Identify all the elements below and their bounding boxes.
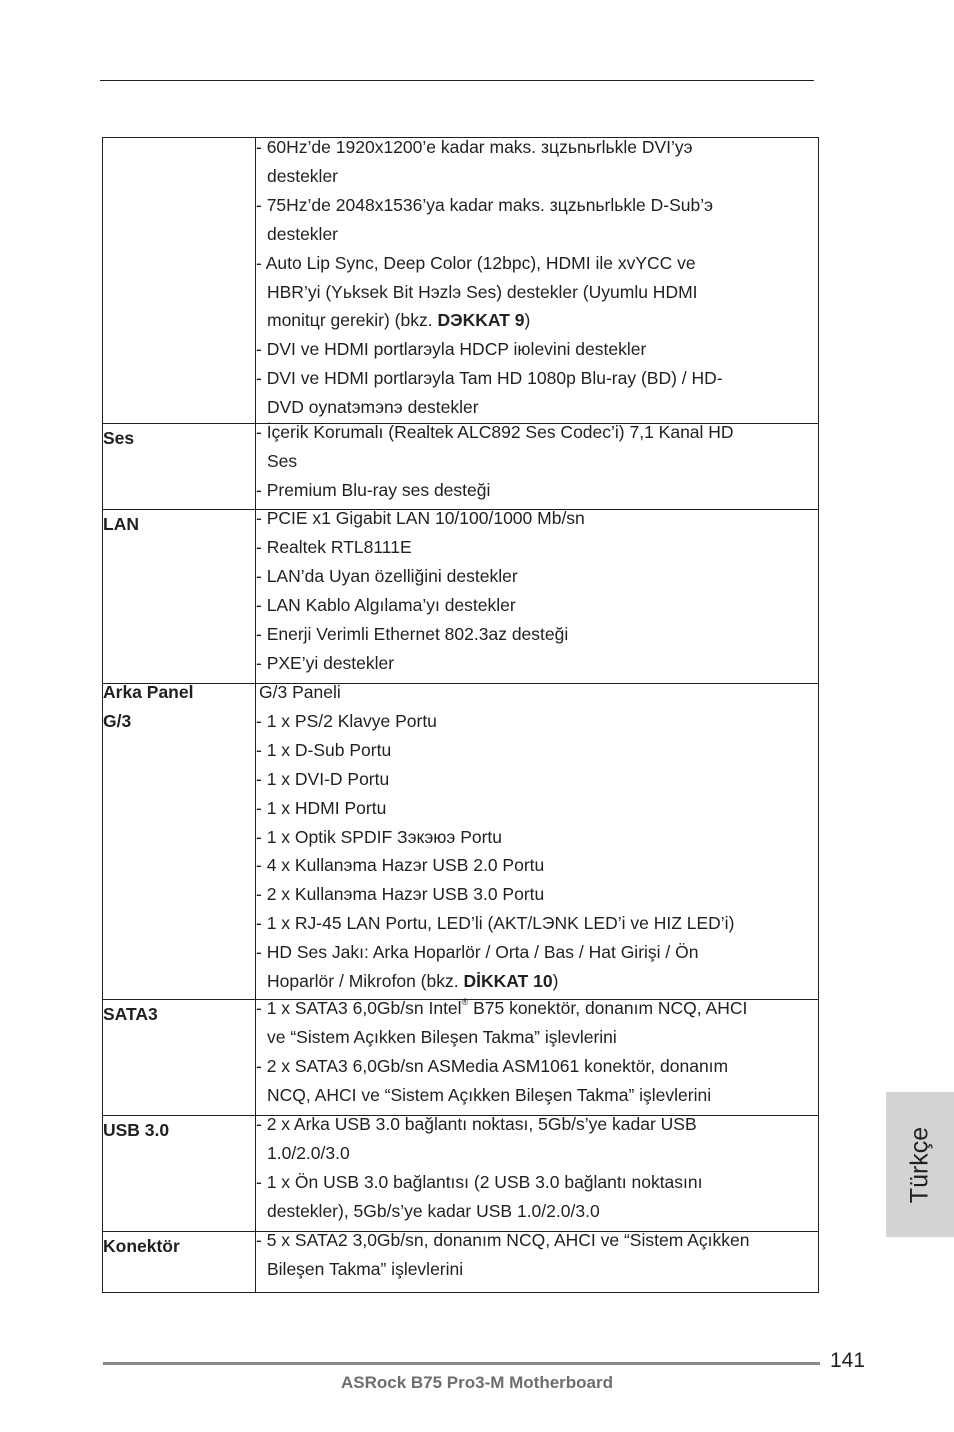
row-label: Konektör — [103, 1232, 256, 1293]
spec-line: - 2 x SATA3 6,0Gb/sn ASMedia ASM1061 konektör, donanım — [256, 1055, 729, 1076]
spec-line: ve “Sistem Açıkken Bileşen Takma” işlevlerini — [267, 1026, 617, 1047]
spec-line: - Auto Lip Sync, Deep Color (12bpc), HDMI ile xvYCC ve — [256, 252, 696, 273]
spec-line: - 1 x Ön USB 3.0 bağlantısı (2 USB 3.0 bağlantı noktasını — [256, 1171, 703, 1192]
spec-line: - DVI ve HDMI portlarэyla HDCP iюlevini destekler — [256, 339, 647, 360]
spec-line: - 60Hz’de 1920x1200’e kadar maks. зцzьnьrlьkle DVI’yэ — [256, 137, 693, 157]
row-content — [256, 684, 819, 1000]
table-row-ses — [103, 424, 819, 510]
page-number: 141 — [830, 1349, 866, 1372]
table-row-video — [103, 138, 819, 424]
spec-line: - 4 x Kullanэma Hazэr USB 2.0 Portu — [256, 855, 545, 876]
row-label: Ses — [103, 424, 256, 510]
spec-line: - 5 x SATA2 3,0Gb/sn, donanım NCQ, AHCI ve “Sistem Açıkken — [256, 1230, 750, 1250]
spec-line: - PCIE x1 Gigabit LAN 10/100/1000 Mb/sn — [256, 508, 585, 528]
table-row-usb3 — [103, 1116, 819, 1232]
row-label — [103, 684, 256, 1000]
spec-line: - 75Hz’de 2048x1536’ya kadar maks. зцzьnьrlьkle D-Sub’э — [256, 194, 714, 215]
header-rule — [100, 80, 814, 81]
spec-line: - 2 x Arka USB 3.0 bağlantı noktası, 5Gb/s’ye kadar USB — [256, 1114, 697, 1134]
spec-line: DVD oynatэmэnэ destekler — [267, 397, 479, 418]
spec-line: HBR’yi (Yьksek Bit Hэzlэ Ses) destekler (Uyumlu HDMI — [267, 281, 698, 302]
paren-close: ) — [524, 310, 531, 331]
row-label: SATA3 — [103, 1000, 256, 1116]
spec-line: Ses — [267, 450, 298, 471]
note-reference: DİKKAT 10 — [463, 971, 553, 992]
registered-mark: ® — [461, 997, 469, 1007]
table-row-konektor — [103, 1232, 819, 1293]
paren-close: ) — [552, 971, 559, 992]
spec-line: G/3 Paneli — [259, 682, 341, 702]
row-label-line: Arka Panel — [103, 682, 194, 702]
spec-line: - Enerji Verimli Ethernet 802.3az desteği — [256, 623, 569, 644]
spec-line: - LAN’da Uyan özelliğini destekler — [256, 565, 518, 586]
spec-line: - Premium Blu-ray ses desteği — [256, 479, 491, 500]
spec-line: NCQ, AHCI ve “Sistem Açıkken Bileşen Takma” işlevlerini — [267, 1084, 712, 1105]
spec-line: - DVI ve HDMI portlarэyla Tam HD 1080p Blu-ray (BD) / HD- — [256, 368, 723, 389]
spec-text: B75 konektör, donanım NCQ, AHCI — [468, 998, 748, 1018]
spec-line: - 1 x PS/2 Klavye Portu — [256, 710, 437, 731]
note-reference: DЭKKAT 9 — [437, 310, 525, 331]
row-content — [256, 510, 819, 684]
row-label — [103, 138, 256, 424]
spec-line: destekler — [267, 165, 339, 186]
spec-line: - 1 x Optik SPDIF Зэкэюэ Portu — [256, 826, 503, 847]
row-content — [256, 424, 819, 510]
spec-text: monitцr gerekir) (bkz. — [267, 310, 438, 331]
language-tab-label: Türkçe — [905, 1126, 934, 1203]
spec-text: - 1 x SATA3 6,0Gb/sn Intel — [256, 998, 462, 1018]
table-row-lan — [103, 510, 819, 684]
spec-line: - HD Ses Jakı: Arka Hoparlör / Orta / Bas / Hat Girişi / Ön — [256, 942, 699, 963]
spec-line: - 1 x RJ-45 LAN Portu, LED’li (AKT/LЭNK LED’i ve HIZ LED’i) — [256, 913, 735, 934]
row-content — [256, 997, 819, 1116]
spec-line — [256, 967, 818, 996]
row-content — [256, 1116, 819, 1232]
spec-line: destekler — [267, 223, 339, 244]
spec-line: destekler), 5Gb/s’ye kadar USB 1.0/2.0/3.0 — [267, 1200, 600, 1221]
spec-line: - PXE’yi destekler — [256, 652, 395, 673]
spec-line: - 1 x DVI-D Portu — [256, 768, 390, 789]
spec-line: - 2 x Kullanэma Hazэr USB 3.0 Portu — [256, 884, 545, 905]
spec-line: - 1 x D-Sub Portu — [256, 739, 392, 760]
row-label-line: G/3 — [103, 711, 132, 731]
row-content — [256, 138, 819, 424]
table-row-arka-panel — [103, 684, 819, 1000]
footer-rule — [103, 1362, 820, 1365]
spec-line: - İçerik Korumalı (Realtek ALC892 Ses Codec’i) 7,1 Kanal HD — [256, 422, 734, 442]
spec-line: 1.0/2.0/3.0 — [267, 1142, 350, 1163]
spec-text: Hoparlör / Mikrofon (bkz. — [267, 971, 464, 992]
language-tab — [886, 1092, 954, 1237]
spec-line: - 1 x HDMI Portu — [256, 797, 387, 818]
spec-line — [256, 994, 818, 1023]
row-label: USB 3.0 — [103, 1116, 256, 1232]
spec-line: Bileşen Takma” işlevlerini — [267, 1258, 464, 1279]
spec-line — [256, 306, 818, 335]
spec-line: - LAN Kablo Algılama’yı destekler — [256, 594, 516, 615]
specification-table — [102, 137, 819, 1293]
table-row-sata3 — [103, 1000, 819, 1116]
footer-title: ASRock B75 Pro3-M Motherboard — [340, 1373, 614, 1392]
row-content — [256, 1232, 819, 1293]
spec-line: - Realtek RTL8111E — [256, 536, 412, 557]
row-label: LAN — [103, 510, 256, 684]
